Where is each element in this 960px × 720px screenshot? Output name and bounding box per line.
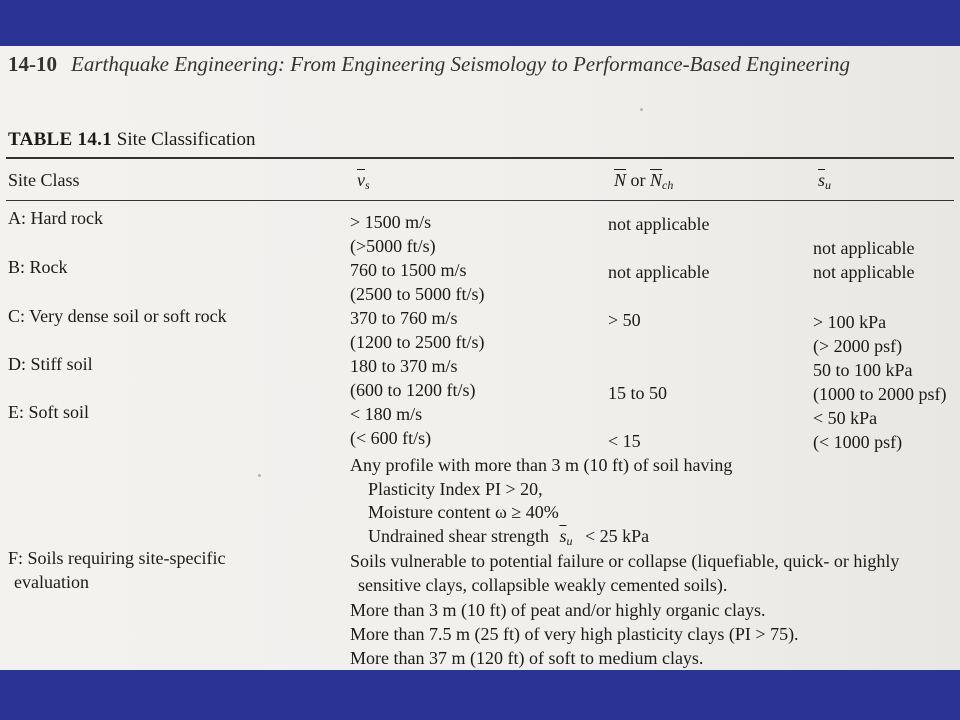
running-head — [8, 54, 850, 74]
header-rule — [6, 200, 954, 201]
row-c-site-class: C: Very dense soil or soft rock — [8, 306, 227, 326]
row-d-su-metric: 50 to 100 kPa — [813, 360, 913, 380]
row-c-n: > 50 — [608, 310, 641, 330]
row-b-su: not applicable — [813, 262, 915, 282]
row-e-n: < 15 — [608, 431, 641, 451]
row-f-line-vulnerable: Soils vulnerable to potential failure or collapse (liquefiable, quick- or highly — [350, 551, 900, 571]
page-number: 14-10 — [8, 52, 57, 76]
row-a-vs-imperial: (>5000 ft/s) — [350, 236, 436, 256]
row-b-n: not applicable — [608, 262, 710, 282]
row-a-n: not applicable — [608, 214, 710, 234]
header-su: $\overline{s}_u$ — [818, 170, 832, 192]
row-a-vs-metric: > 1500 m/s — [350, 212, 432, 232]
header-n: $\overline{N}$ or $\overline{N}_{ch}$ — [614, 170, 674, 192]
table-title — [8, 130, 256, 150]
row-e-su-metric: < 50 kPa — [813, 408, 878, 428]
row-e-vs-imperial: (< 600 ft/s) — [350, 428, 432, 448]
scan-speck — [640, 108, 643, 111]
row-e-note-profile: Any profile with more than 3 m (10 ft) of soil having — [350, 455, 733, 475]
row-e-vs-metric: < 180 m/s — [350, 404, 423, 424]
row-d-n: 15 to 50 — [608, 383, 668, 403]
row-d-vs-imperial: (600 to 1200 ft/s) — [350, 380, 476, 400]
header-vs: $\overline{v}_s$ — [357, 170, 370, 192]
row-f-line-soft-clays: More than 37 m (120 ft) of soft to medium clays. — [350, 648, 704, 668]
row-a-su: not applicable — [813, 238, 915, 258]
row-c-vs-imperial: (1200 to 2500 ft/s) — [350, 332, 485, 352]
row-e-note-moisture: Moisture content ω ≥ 40% — [368, 502, 559, 522]
row-f-site-class: F: Soils requiring site-specific — [8, 548, 226, 568]
row-c-su-metric: > 100 kPa — [813, 312, 887, 332]
bottom-blue-band — [0, 670, 960, 720]
row-c-su-imperial: (> 2000 psf) — [813, 336, 903, 356]
row-d-vs-metric: 180 to 370 m/s — [350, 356, 458, 376]
table-caption: Site Classification — [116, 129, 256, 150]
row-f-site-class-cont: evaluation — [14, 572, 89, 592]
row-f-line-sensitive-clays: sensitive clays, collapsible weakly cemented soils). — [358, 575, 728, 595]
row-a-site-class: A: Hard rock — [8, 208, 103, 228]
header-site-class: Site Class — [8, 170, 80, 190]
top-blue-band — [0, 0, 960, 46]
row-e-note-shear-strength: Undrained shear strength $\overline{s}_u < 25$ kPa — [368, 526, 650, 548]
row-f-line-plasticity-clays: More than 7.5 m (25 ft) of very high plasticity clays (PI > 75). — [350, 624, 799, 644]
row-b-vs-imperial: (2500 to 5000 ft/s) — [350, 284, 485, 304]
scan-speck — [258, 474, 261, 477]
row-b-vs-metric: 760 to 1500 m/s — [350, 260, 467, 280]
table-top-rule — [6, 157, 954, 159]
row-d-site-class: D: Stiff soil — [8, 354, 93, 374]
table-label: TABLE 14.1 — [8, 129, 113, 150]
book-title: Earthquake Engineering: From Engineering Seismology to Performance-Based Engineering — [71, 52, 850, 76]
row-d-su-imperial: (1000 to 2000 psf) — [813, 384, 947, 404]
row-e-su-imperial: (< 1000 psf) — [813, 432, 903, 452]
row-b-site-class: B: Rock — [8, 257, 68, 277]
row-f-line-peat: More than 3 m (10 ft) of peat and/or highly organic clays. — [350, 600, 766, 620]
book-page — [0, 46, 960, 670]
row-e-site-class: E: Soft soil — [8, 402, 90, 422]
row-c-vs-metric: 370 to 760 m/s — [350, 308, 458, 328]
row-e-note-plasticity: Plasticity Index PI > 20, — [368, 479, 543, 499]
